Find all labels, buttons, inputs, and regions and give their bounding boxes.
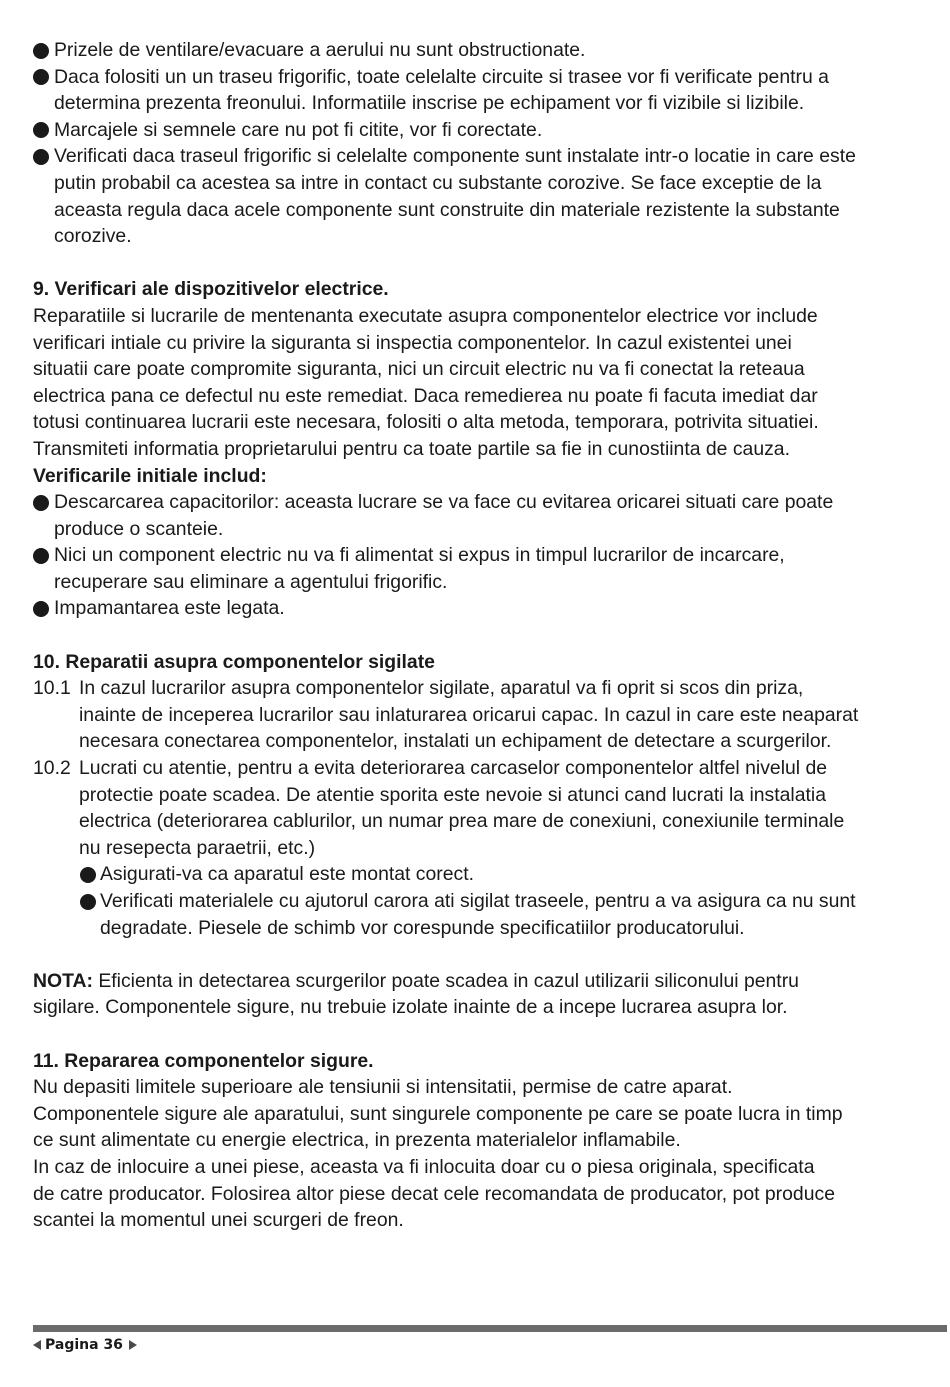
bullet-text-line: recuperare sau eliminare a agentului frigorific. [54, 570, 448, 593]
bullet-item [33, 861, 933, 888]
item-10-2 [33, 755, 933, 861]
bullet-text-line: produce o scanteie. [54, 517, 224, 540]
text-line: Reparatiile si lucrarile de mentenanta executate asupra componentelor electrice vor include [33, 304, 818, 327]
bullet-text-line: Descarcarea capacitorilor: aceasta lucrare se va face cu evitarea oricarei situati care poate [54, 491, 834, 514]
text-line: Componentele sigure ale aparatului, sunt singurele componente pe care se poate lucra in timp [33, 1102, 843, 1125]
bullet-icon [80, 867, 96, 883]
bullet-text-line: aceasta regula daca acele componente sunt construite din materiale rezistente la substante [54, 198, 840, 221]
item-10-1 [33, 675, 933, 755]
text-line: necesara conectarea componentelor, instalati un echipament de detectare a scurgerilor. [79, 730, 832, 753]
text-line: ce sunt alimentate cu energie electrica, in prezenta materialelor inflamabile. [33, 1129, 681, 1152]
section-10-heading: 10. Reparatii asupra componentelor sigilate [33, 650, 435, 673]
text-line: verificari intiale cu privire la siguranta si inspectia componentelor. In cazul existentei unei [33, 331, 792, 354]
bullet-text-line: determina prezenta freonului. Informatiile inscrise pe echipament vor fi vizibile si lizibile. [54, 92, 805, 115]
bullet-text-line: Impamantarea este legata. [54, 597, 285, 620]
text-line: Transmiteti informatia proprietarului pentru ca toate partile sa fie in cunostiinta de cauza. [33, 437, 790, 460]
bullet-item [33, 64, 933, 117]
text-line: totusi continuarea lucrarii este necesara, folositi o alta metoda, temporara, potrivita situatiei. [33, 411, 819, 434]
top-bullet-list [33, 37, 933, 250]
text-line: scantei la momentul unei scurgeri de freon. [33, 1209, 404, 1232]
text-line: electrica (deteriorarea cablurilor, un numar prea mare de conexiuni, conexiunile terminale [79, 810, 845, 833]
item-number: 10.1 [33, 677, 71, 700]
bullet-item [33, 489, 933, 542]
bullet-item [33, 542, 933, 595]
bullet-icon [33, 69, 49, 85]
bullet-icon [33, 149, 49, 165]
item-10-2-bullet-list [33, 861, 933, 941]
bullet-icon [33, 601, 49, 617]
page-footer [33, 1335, 137, 1355]
bullet-icon [33, 495, 49, 511]
text-line: inainte de inceperea lucrarilor sau inlaturarea oricarui capac. In cazul in care este neaparat [79, 703, 859, 726]
bullet-text-line: degradate. Piesele de schimb vor corespunde specificatiilor producatorului. [100, 916, 745, 939]
bullet-icon [33, 122, 49, 138]
bullet-icon [33, 548, 49, 564]
text-line: Lucrati cu atentie, pentru a evita deteriorarea carcaselor componentelor altfel nivelul de [79, 757, 828, 780]
bullet-text-line: corozive. [54, 225, 132, 248]
footer-divider [33, 1325, 947, 1332]
text-line: situatii care poate compromite siguranta, nici un circuit electric nu va fi conectat la reteaua [33, 358, 805, 381]
bullet-text-line: Verificati materialele cu ajutorul carora ati sigilat traseele, pentru a va asigura ca nu sunt [100, 890, 856, 912]
bullet-item [33, 888, 933, 941]
section-11-paragraph [33, 1074, 933, 1234]
bullet-text-line: Prizele de ventilare/evacuare a aerului nu sunt obstructionate. [54, 39, 586, 61]
next-page-arrow-icon[interactable] [129, 1340, 137, 1350]
bullet-icon [80, 894, 96, 910]
section-11-heading: 11. Repararea componentelor sigure. [33, 1049, 374, 1072]
item-number: 10.2 [33, 757, 71, 780]
text-line: de catre producator. Folosirea altor piese decat cele recomandata de producator, pot produce [33, 1182, 835, 1205]
section-9-paragraph [33, 303, 933, 463]
note-label: NOTA: [33, 969, 93, 992]
item-10-1-text [79, 675, 933, 755]
text-line: In cazul lucrarilor asupra componentelor sigilate, aparatul va fi oprit si scos din priza, [79, 677, 804, 700]
page-content [33, 37, 933, 1234]
text-line: electrica pana ce defectul nu este remediat. Daca remedierea nu poate fi facuta imediat dar [33, 384, 818, 407]
text-line: In caz de inlocuire a unei piese, aceasta va fi inlocuita doar cu o piesa originala, specificata [33, 1155, 815, 1178]
bullet-text-line: Nici un component electric nu va fi alimentat si expus in timpul lucrarilor de incarcare, [54, 544, 785, 567]
bullet-text-line: Asigurati-va ca aparatul este montat corect. [100, 863, 474, 886]
bullet-text-line: putin probabil ca acestea sa intre in contact cu substante corozive. Se face exceptie de la [54, 171, 822, 194]
bullet-text-line: Marcajele si semnele care nu pot fi citite, vor fi corectate. [54, 118, 543, 141]
bullet-icon [33, 43, 49, 59]
bullet-text-line: Daca folositi un un traseu frigorific, toate celelalte circuite si trasee vor fi verificate pentru a [54, 65, 829, 88]
bullet-text-line: Verificati daca traseul frigorific si celelalte componente sunt instalate intr-o locatie in care este [54, 145, 856, 168]
bullet-item [33, 117, 933, 144]
page-number: Pagina 36 [45, 1337, 123, 1353]
note-line-1 [33, 968, 933, 995]
bullet-item [33, 143, 933, 249]
bullet-item [33, 595, 933, 622]
section-9-heading: 9. Verificari ale dispozitivelor electrice. [33, 278, 389, 301]
note-text-1: Eficienta in detectarea scurgerilor poate scadea in cazul utilizarii siliconului pentru [92, 969, 799, 992]
text-line: nu resepecta paraetrii, etc.) [79, 836, 316, 859]
bullet-item [33, 37, 933, 64]
note-line-2: sigilare. Componentele sigure, nu trebuie izolate inainte de a incepe lucrarea asupra lor. [33, 996, 788, 1019]
prev-page-arrow-icon[interactable] [33, 1340, 41, 1350]
section-9-bullet-list [33, 489, 933, 622]
section-9-subheading: Verificarile initiale includ: [33, 464, 267, 487]
text-line: protectie poate scadea. De atentie sporita este nevoie si atunci cand lucrati la instalatia [79, 783, 826, 806]
text-line: Nu depasiti limitele superioare ale tensiunii si intensitatii, permise de catre aparat. [33, 1076, 733, 1099]
item-10-2-text [79, 755, 933, 861]
